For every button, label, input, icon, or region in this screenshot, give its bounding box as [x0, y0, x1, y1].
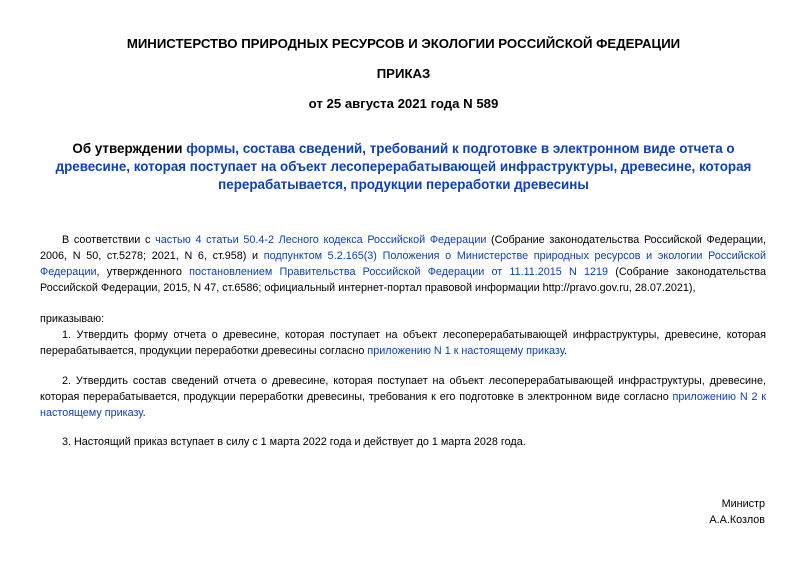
basis-text-2: (Собрание законодательства Российской Федерации, 2006, N 50, ст.5278; 2021, N 6, ст.958) и: [40, 234, 767, 262]
document-type: ПРИКАЗ: [376, 66, 431, 81]
signer-title: Министр: [721, 498, 765, 510]
document-date-number: от 25 августа 2021 года N 589: [308, 96, 499, 111]
basis-text-3: , утвержденного: [96, 266, 190, 278]
appendix-2-link[interactable]: приложению N 2 к настоящему приказу: [40, 391, 766, 419]
order-item-1: [40, 327, 766, 359]
item-3-text: 3. Настоящий приказ вступает в силу с 1 марта 2022 года и действует до 1 марта 2028 года.: [62, 436, 526, 448]
ministry-regulation-link[interactable]: подпунктом 5.2.165(3) Положения о Министерстве природных ресурсов и экологии Российской Федерации: [40, 250, 766, 278]
title-link[interactable]: формы, состава сведений, требований к подготовке в электронном виде отчета о древесине, которая поступает на объект лесоперерабатывающей инфраструктуры, древесине, которая перерабатывается, продукции переработки древесины: [55, 141, 752, 192]
title-prefix: Об утверждении: [72, 141, 187, 156]
government-decree-link[interactable]: постановлением Правительства Российской Федерации от 11.11.2015 N 1219: [189, 266, 609, 278]
forest-code-link[interactable]: частью 4 статьи 50.4-2 Лесного кодекса Российской Федерации: [155, 234, 487, 246]
order-word: приказываю:: [40, 313, 105, 325]
basis-paragraph: [40, 232, 766, 296]
basis-text-4: (Собрание законодательства Российской Федерации, 2015, N 47, ст.6586; официальный интернет-портал правовой информации http://pravo.gov.ru, 28.07.2021),: [40, 266, 766, 294]
item-2-end: .: [142, 407, 146, 419]
appendix-1-link[interactable]: приложению N 1 к настоящему приказу: [367, 345, 565, 357]
item-1-text: 1. Утвердить форму отчета о древесине, которая поступает на объект лесоперерабатывающей инфраструктуры, древесине, которая перерабатывается, продукции переработки древесины согласно: [40, 329, 766, 357]
signer-name: А.А.Козлов: [709, 514, 765, 526]
document-title: [44, 140, 763, 194]
item-1-end: .: [564, 345, 568, 357]
item-2-text: 2. Утвердить состав сведений отчета о древесине, которая поступает на объект лесоперерабатывающей инфраструктуры, древесине, которая перерабатывается, продукции переработки древесины, требования к его подготовке в электронном виде согласно: [40, 375, 766, 403]
order-item-2: [40, 373, 766, 421]
basis-text-1: В соответствии с: [62, 234, 156, 246]
order-item-3: [40, 434, 766, 450]
ministry-name: МИНИСТЕРСТВО ПРИРОДНЫХ РЕСУРСОВ И ЭКОЛОГИИ РОССИЙСКОЙ ФЕДЕРАЦИИ: [126, 36, 681, 51]
